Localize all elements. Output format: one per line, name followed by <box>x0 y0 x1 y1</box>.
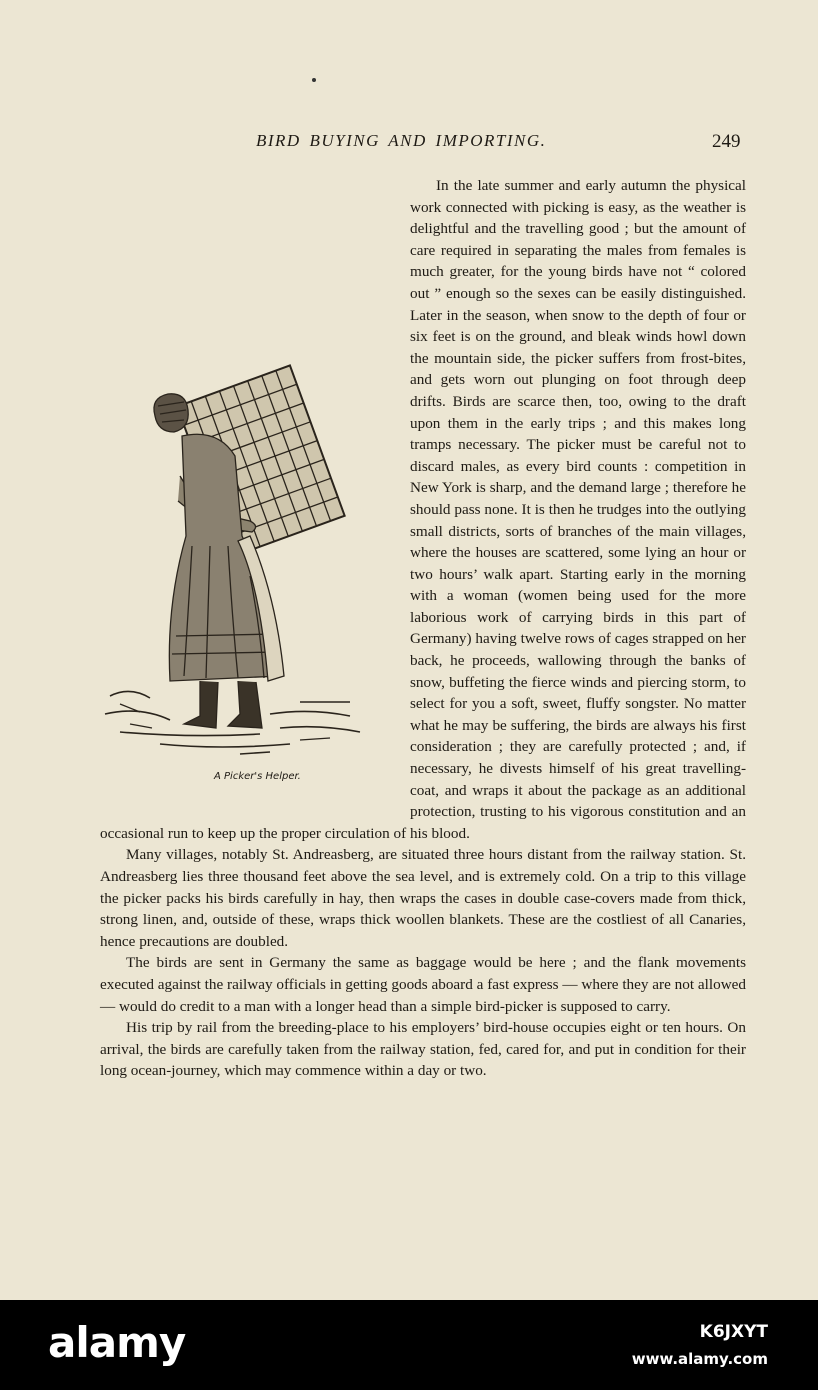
image-id: K6JXYT <box>699 1322 768 1342</box>
page-speck <box>312 78 316 82</box>
running-head: BIRD BUYING AND IMPORTING. <box>256 131 547 150</box>
body-text <box>100 175 746 1082</box>
watermark-footer <box>0 1300 818 1390</box>
page-number: 249 <box>712 131 741 152</box>
illustration-woman-carrying-cages <box>100 336 400 766</box>
paragraph-4: His trip by rail from the breeding-place to his employers’ bird-house occupies eight or ten hours. On arrival, the birds are carefully taken from the railway station, fed, cared for, and put in condition for their long ocean-journey, which may commence within a day or two. <box>100 1019 746 1080</box>
figure-pickers-helper <box>100 326 400 811</box>
paragraph-3: The birds are sent in Germany the same as baggage would be here ; and the flank movements executed against the railway officials in getting goods aboard a fast express — where they are not allowed — would do credit to a man with a longer head than a simple bird-picker is supposed to carry. <box>100 954 746 1015</box>
site-url: www.alamy.com <box>631 1350 768 1368</box>
paragraph-2: Many villages, notably St. Andreasberg, are situated three hours distant from the railway station. St. Andreasberg lies three thousand feet above the sea level, and is extremely cold. On a trip to this village the picker packs his birds carefully in hay, then wraps the cases in double case-covers made from thick, strong linen, and, outside of these, wraps thick woollen blankets. These are the costliest of all Canaries, hence precautions are doubled. <box>100 846 746 950</box>
paragraph-1 <box>100 175 746 844</box>
alamy-logo: alamy <box>48 1318 186 1367</box>
paragraph-1-text: In the late summer and early autumn the physical work connected with picking is easy, as the weather is delightful and the travelling good ; but the amount of care required in separating the males from females is much greater, for the young birds have not “ colored out ” enough so the sexes can be easily distinguished. Later in the season, when snow to the depth of four or six feet is on the ground, and bleak winds howl down the mountain side, the picker suffers from frost-bites, and gets worn out plunging on foot through deep drifts. Birds are scarce then, too, owing to the draft upon them in the early trips ; and this makes long tramps necessary. The picker must be careful not to discard males, as every bird counts : competition in New York is sharp, and the demand large ; therefore he should pass none. It is then he trudges into the outlying small districts, sorts of branches of the main villages, where the houses are scattered, some lying an hour or two hours’ walk apart. Starting early in the morning with a woman (women being used for the more laborious work of carrying birds in this part of Germany) having twelve rows of cages strapped on her back, he proceeds, wallowing through the banks of snow, buffeting the fierce winds and piercing storm, to select for you a soft, sweet, fluffy songster. No matter what he may be suffering, the birds are always his first consideration ; they are carefully protected ; and, if necessary, he divests himself of his great travelling-coat, and wraps it about the package as an additional protection, trusting to his vigorous constitution and an occasional run to keep up the proper circulation of his blood. <box>100 177 746 842</box>
figure-caption: A Picker's Helper. <box>214 771 301 782</box>
